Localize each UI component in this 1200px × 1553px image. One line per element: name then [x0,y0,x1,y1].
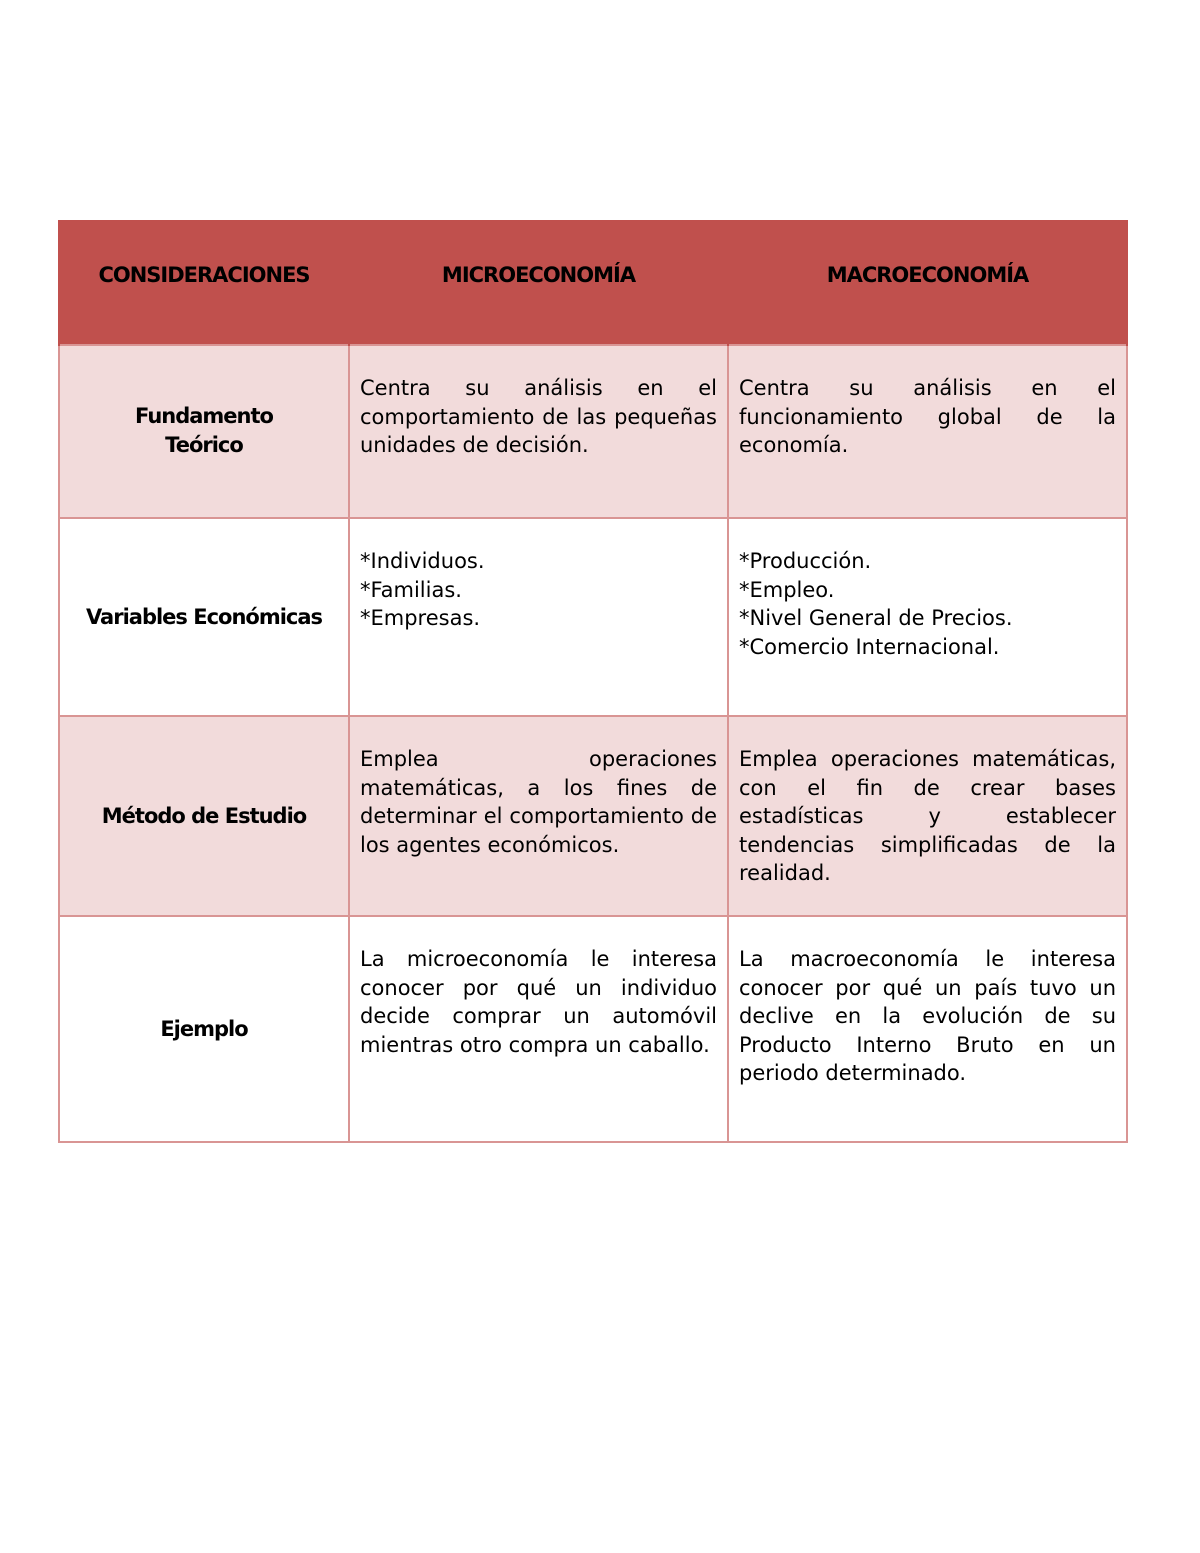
micro-ejemplo-cell: La microeconomía le interesa conocer por qué un individuo decide comprar un automóvil mientras otro compra un caballo. [349,916,728,1142]
list-item: *Individuos. [360,549,485,573]
table-row [59,518,1127,716]
row-label-variables-economicas: Variables Económicas [59,518,349,716]
row-label-fundamento-teorico [59,345,349,518]
list-item: *Empresas. [360,606,481,630]
list-item: *Nivel General de Precios. [739,606,1013,630]
macro-variables-cell [728,518,1127,716]
header-microeconomia: MICROECONOMÍA [349,221,728,345]
micro-metodo-cell: Emplea operaciones matemáticas, a los fines de determinar el comportamiento de los agentes económicos. [349,716,728,916]
row-label-line: Fundamento [135,404,273,428]
header-consideraciones: CONSIDERACIONES [59,221,349,345]
list-item: *Producción. [739,549,872,573]
table-row [59,716,1127,916]
row-label-ejemplo: Ejemplo [59,916,349,1142]
micro-fundamento-cell: Centra su análisis en el comportamiento de las pequeñas unidades de decisión. [349,345,728,518]
list-item: *Comercio Internacional. [739,634,1000,659]
header-macroeconomia: MACROECONOMÍA [728,221,1127,345]
table-row [59,345,1127,518]
list-item: *Empleo. [739,577,835,602]
row-label-metodo-de-estudio: Método de Estudio [59,716,349,916]
table-header-row [59,221,1127,345]
row-label-line: Teórico [165,432,243,457]
list-item: *Familias. [360,577,462,602]
macro-fundamento-cell: Centra su análisis en el funcionamiento global de la economía. [728,345,1127,518]
macro-ejemplo-cell: La macroeconomía le interesa conocer por qué un país tuvo un declive en la evolución de su Producto Interno Bruto en un periodo determinado. [728,916,1127,1142]
micro-variables-cell [349,518,728,716]
comparison-table [58,220,1128,1143]
table-row [59,916,1127,1142]
macro-metodo-cell: Emplea operaciones matemáticas, con el fin de crear bases estadísticas y establecer tendencias simplificadas de la realidad. [728,716,1127,916]
